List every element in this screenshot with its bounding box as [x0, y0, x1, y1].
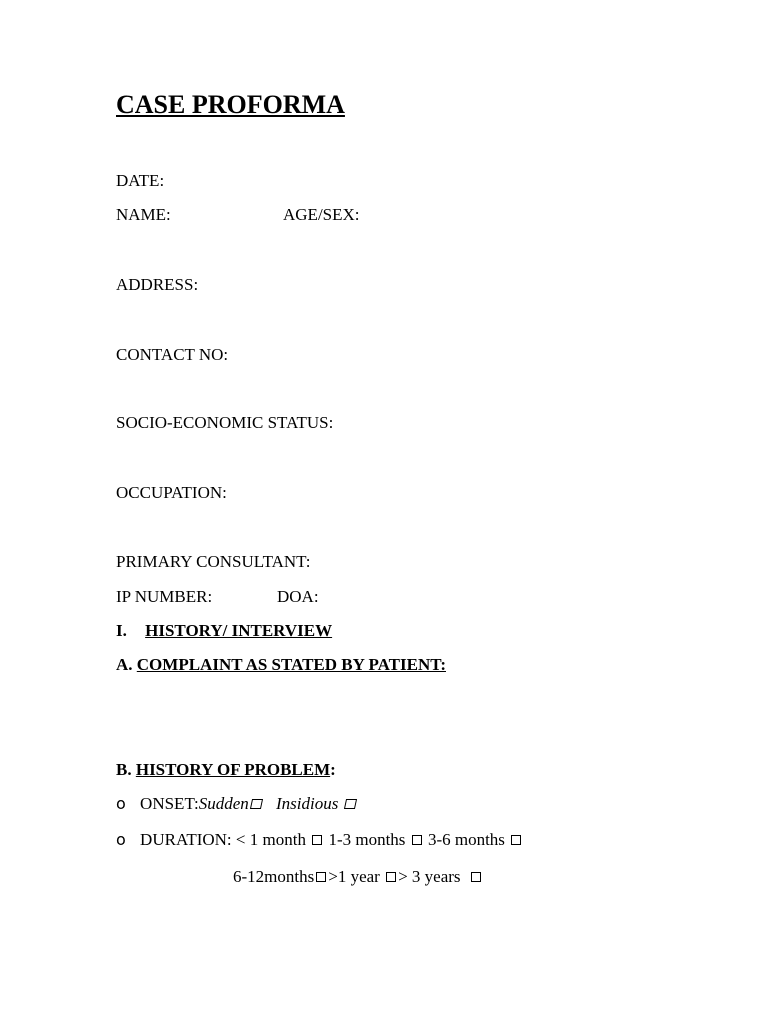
duration-row-2 [233, 868, 483, 885]
bullet-icon: o [116, 830, 126, 849]
duration-checkbox[interactable] [471, 872, 481, 882]
name-field: NAME: [116, 205, 171, 224]
duration-row [116, 831, 523, 848]
duration-option-label: < 1 month [235, 830, 306, 849]
duration-checkbox[interactable] [412, 835, 422, 845]
duration-option-label: 6-12months [233, 867, 315, 886]
duration-checkbox[interactable] [511, 835, 521, 845]
section-b-colon: : [330, 760, 336, 779]
section-history-label: HISTORY/ INTERVIEW [145, 621, 333, 640]
duration-label: DURATION: [140, 830, 232, 849]
duration-option-label: > 3 years [398, 867, 461, 886]
duration-checkbox[interactable] [386, 872, 396, 882]
address-field: ADDRESS: [116, 275, 199, 294]
onset-label: ONSET: [140, 794, 199, 813]
doa-field: DOA: [277, 587, 319, 606]
onset-insidious-checkbox[interactable] [344, 799, 357, 809]
duration-checkbox[interactable] [312, 835, 322, 845]
section-history-heading [116, 622, 332, 639]
section-b-prefix: B. [116, 760, 132, 779]
socio-economic-field: SOCIO-ECONOMIC STATUS: [116, 413, 334, 432]
duration-option-label: >1 year [328, 867, 380, 886]
section-complaint-heading [116, 656, 446, 673]
duration-checkbox[interactable] [316, 872, 326, 882]
occupation-field: OCCUPATION: [116, 483, 227, 502]
onset-row [116, 795, 358, 812]
onset-sudden-checkbox[interactable] [250, 799, 263, 809]
section-a-prefix: A. [116, 655, 133, 674]
section-b-label: HISTORY OF PROBLEM [135, 760, 331, 779]
section-a-label: COMPLAINT AS STATED BY PATIENT: [136, 655, 446, 674]
section-problem-heading [116, 761, 336, 778]
contact-field: CONTACT NO: [116, 345, 229, 364]
ip-number-field: IP NUMBER: [116, 587, 213, 606]
duration-option-label: 1-3 months [328, 830, 406, 849]
duration-option-label: 3-6 months [427, 830, 505, 849]
date-field: DATE: [116, 171, 165, 190]
consultant-field: PRIMARY CONSULTANT: [116, 552, 311, 571]
onset-sudden-label: Sudden [198, 794, 249, 813]
onset-insidious-label: Insidious [276, 794, 339, 813]
page-title: CASE PROFORMA [116, 90, 345, 119]
age-sex-field: AGE/SEX: [283, 205, 360, 224]
bullet-icon: o [116, 794, 126, 813]
section-number: I. [116, 621, 127, 640]
